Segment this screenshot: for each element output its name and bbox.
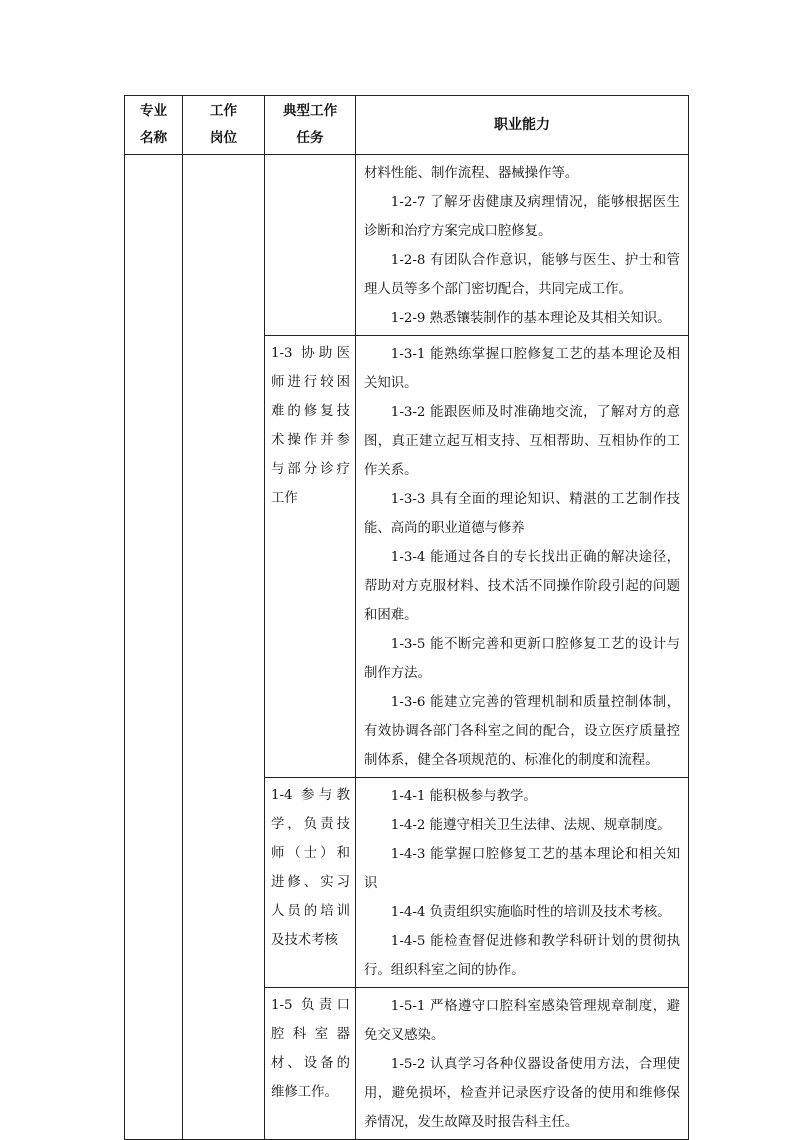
ability-item: 1-2-9 熟悉镶装制作的基本理论及其相关知识。 [390, 311, 671, 326]
ability-item: 1-4-4 负责组织实施临时性的培训及技术考核。 [390, 905, 671, 920]
ability-item: 1-5-2 认真学习各种仪器设备使用方法，合理使用，避免损坏，检查并记录医疗设备的使用和维修保养情况，发生故障及时报告科主任。 [364, 1057, 680, 1130]
header-major-name: 专业 名称 [125, 96, 183, 155]
ability-item: 1-3-3 具有全面的理论知识、精湛的工艺制作技能、高尚的职业道德与修养 [364, 492, 680, 536]
ability-cell [356, 155, 689, 336]
task-cell: 1-5 负责口 腔科室器 材、设备的 维修工作。 [265, 988, 356, 1140]
ability-cell [356, 336, 689, 778]
competency-table [124, 95, 689, 1140]
ability-item: 1-3-4 能通过各自的专长找出正确的解决途径，帮助对方克服材料、技术活不同操作阶段引起的问题和困难。 [364, 550, 680, 623]
header-vocational-ability: 职业能力 [356, 96, 689, 155]
ability-item: 1-3-5 能不断完善和更新口腔修复工艺的设计与制作方法。 [364, 637, 680, 681]
task-cell [265, 155, 356, 336]
ability-item: 1-3-6 能建立完善的管理机制和质量控制体制，有效协调各部门各科室之间的配合，设立医疗质量控制体系，健全各项规范的、标准化的制度和流程。 [364, 695, 680, 768]
major-name-cell [125, 155, 183, 1140]
ability-item: 1-5-1 严格遵守口腔科室感染管理规章制度，避免交叉感染。 [364, 999, 680, 1043]
ability-item: 1-2-8 有团队合作意识，能够与医生、护士和管理人员等多个部门密切配合，共同完成工作。 [364, 253, 680, 297]
header-row [125, 96, 689, 155]
header-typical-task: 典型工作 任务 [265, 96, 356, 155]
ability-item: 1-3-2 能跟医师及时准确地交流，了解对方的意图，真正建立起互相支持、互相帮助、互相协作的工作关系。 [364, 405, 680, 478]
ability-item: 1-4-3 能掌握口腔修复工艺的基本理论和相关知识 [364, 847, 680, 891]
task-cell: 1-3 协助医 师进行较困 难的修复技 术操作并参 与部分诊疗 工作 [265, 336, 356, 778]
ability-item: 材料性能、制作流程、器械操作等。 [364, 166, 579, 181]
ability-item: 1-4-2 能遵守相关卫生法律、法规、规章制度。 [390, 818, 671, 833]
ability-item: 1-4-5 能检查督促进修和教学科研计划的贯彻执行。组织科室之间的协作。 [364, 934, 680, 978]
ability-item: 1-3-1 能熟练掌握口腔修复工艺的基本理论及相关知识。 [364, 347, 680, 391]
ability-item: 1-4-1 能积极参与教学。 [390, 789, 537, 804]
table-row [125, 155, 689, 336]
task-cell: 1-4 参与教 学，负责技 师（士）和 进修、实习 人员的培训 及技术考核 [265, 778, 356, 988]
ability-cell [356, 778, 689, 988]
ability-cell [356, 988, 689, 1140]
ability-item: 1-2-7 了解牙齿健康及病理情况，能够根据医生诊断和治疗方案完成口腔修复。 [364, 195, 680, 239]
work-post-cell [183, 155, 265, 1140]
header-work-post: 工作 岗位 [183, 96, 265, 155]
